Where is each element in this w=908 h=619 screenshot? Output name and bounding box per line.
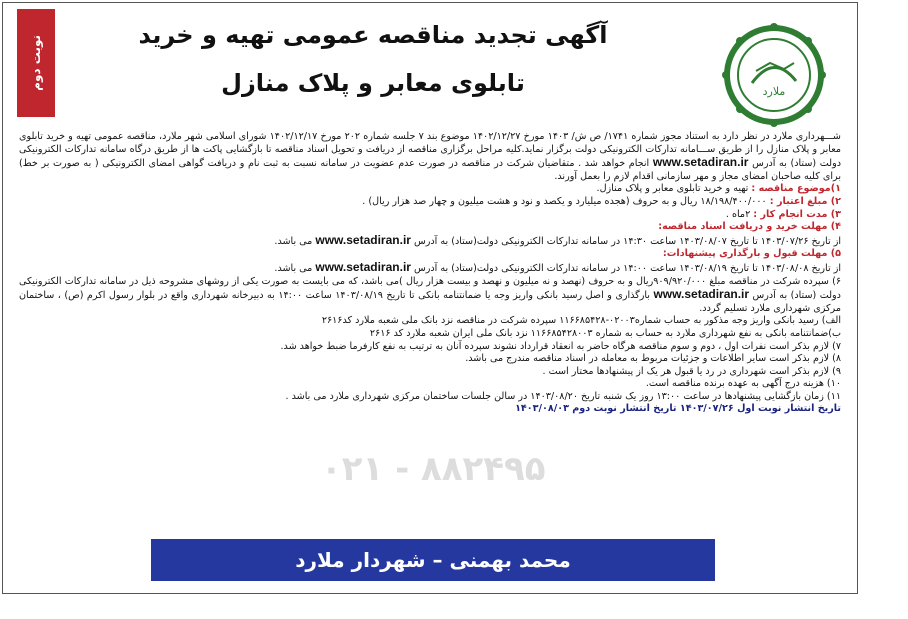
publish-dates: تاریخ انتشار نوبت اول ۱۴۰۳/۰۷/۲۶ تاریخ انتشار نوبت دوم ۱۴۰۳/۰۸/۰۳ (515, 403, 841, 415)
title-line-2: تابلوی معابر و پلاک منازل (221, 69, 525, 97)
item-8: ۸) لازم بذکر است سایر اطلاعات و جزئیات مربوط به معامله در اسناد مناقصه مندرج می باشد. (465, 353, 841, 365)
round-badge (17, 9, 55, 117)
website-link[interactable]: www.setadiran.ir (652, 155, 749, 170)
phone-watermark: ۰۲۱ - ۸۸۲۴۹۵ (321, 449, 546, 489)
round-badge-label: نوبت دوم (29, 35, 43, 91)
item-2: ۲) مبلغ اعتبار : ۱۸/۱۹۸/۴۰۰/۰۰۰ ریال و به حروف (هجده میلیارد و یکصد و نود و هشت میلیون و چهار صد هزار ریال) . (362, 195, 841, 207)
item-6: ۶) سپرده شرکت در مناقصه مبلغ ۹۰۹/۹۲۰/۰۰۰ریال و به حروف (نهصد و نه میلیون و نهصد و بیست هزار ریال )می باشد، که می بایست به صورت یکی از روشهای مشروحه ذیل در سامانه تدارکات الکترونیکی دولت (ستاد) به آدرس www.setadiran.ir بارگذاری و اصل رسید بانکی واریز وجه یا ضمانتنامه بانکی تا تاریخ ۱۴۰۳/۰۸/۱۹ ساعت ۱۴:۰۰ به دبیرخانه شهرداری واقع در بلوار رسول اکرم (ص) ، ساختمان مرکزی شهرداری ملارد تسلیم گردد. (19, 275, 841, 314)
ad-body (19, 131, 841, 416)
signature-text: محمد بهمنی – شهردار ملارد (295, 548, 571, 572)
item-6b: ب)ضمانتنامه بانکی به نفع شهرداری ملارد به حساب به شماره ۱۱۶۶۸۵۴۲۸۰۰۳ نزد بانک ملی ایران شعبه ملارد کد ۲۶۱۶ (369, 327, 841, 339)
municipality-logo (722, 23, 826, 127)
item-6a: الف) رسید بانکی واریز وجه مذکور به حساب شماره۰۲۰۰۳-۱۱۶۶۸۵۴۲۸ سپرده شرکت در مناقصه نزد بانک ملی شعبه ملارد کد۲۶۱۶ (321, 315, 841, 327)
signature-bar (151, 539, 715, 581)
item-5-text: از تاریخ ۱۴۰۳/۰۸/۰۸ تا تاریخ ۱۴۰۳/۰۸/۱۹ ساعت ۱۴:۰۰ در سامانه تدارکات الکترونیکی دولت(ستاد) به آدرس www.setadiran.ir می باشد. (274, 259, 841, 274)
item-10: ۱۰) هزینه درج آگهی به عهده برنده مناقصه است. (645, 378, 841, 390)
item-11: ۱۱) زمان بازگشایی پیشنهادها در ساعت ۱۳:۰۰ روز یک شنبه تاریخ ۱۴۰۳/۰۸/۲۰ در سالن جلسات ساختمان مرکزی شهرداری ملارد می باشد . (285, 390, 841, 402)
item-9: ۹) لازم بذکر است شهرداری در رد یا قبول هر یک از پیشنهادها مختار است . (542, 365, 841, 377)
ad-frame (2, 2, 858, 594)
intro-paragraph: شـــهرداری ملارد در نظر دارد به استناد مجوز شماره ۱۷۴۱/ ص ش/ ۱۴۰۳ مورخ ۱۴۰۲/۱۲/۲۷ موضوع بند ۷ جلسه شماره ۲۰۲ مورخ ۱۴۰۲/۱۲/۱۷ شورای اسلامی شهر ملارد، مناقصه عمومی تهیه و خرید تابلوی معابر و پلاک منازل را از طریق ســـامانه تدارکات الکترونیکی دولت برگزار نماید.کلیه مراحل برگزاری مناقصه از دریافت و تحویل اسناد مناقصه تا بازگشایی پاکت ها از طریق درگاه سامانه تدارکات الکترونیکی دولت (ستاد) به آدرس www.setadiran.ir انجام خواهد شد . متقاضیان شرکت در مناقصه در صورت عدم عضویت در سامانه نسبت به ثبت نام و دریافت گواهی امضای الکترونیکی ( به صورت بر خط) برای کلیه صاحبان امضای مجاز و مهر سازمانی اقدام لازم را بعمل آورند. (19, 131, 841, 182)
item-7: ۷) لازم بذکر است نفرات اول ، دوم و سوم مناقصه هرگاه حاضر به انعقاد قرارداد نشوند سپرده آنان به ترتیب به نفع کارفرما ضبط خواهد شد. (280, 340, 841, 352)
item-1: ۱)موضوع مناقصه : تهیه و خرید تابلوی معابر و پلاک منازل. (596, 183, 841, 195)
website-link-3[interactable]: www.setadiran.ir (315, 259, 411, 274)
logo-text: ملارد (762, 85, 786, 98)
title-line-1: آگهی تجدید مناقصه عمومی تهیه و خرید (138, 21, 608, 49)
item-4-heading: ۴) مهلت خرید و دریافت اسناد مناقصه: (658, 221, 841, 233)
item-4-text: از تاریخ ۱۴۰۳/۰۷/۲۶ تا تاریخ ۱۴۰۳/۰۸/۰۷ ساعت ۱۴:۳۰ در سامانه تدارکات الکترونیکی دولت(ستاد) به آدرس www.setadiran.ir می باشد. (274, 232, 841, 247)
item-5-heading: ۵) مهلت قبول و بارگذاری پیشنهادات: (662, 248, 841, 260)
website-link-4[interactable]: www.setadiran.ir (653, 287, 750, 302)
website-link-2[interactable]: www.setadiran.ir (315, 232, 411, 247)
item-3: ۳) مدت انجام کار : ۲ماه . (725, 208, 841, 220)
